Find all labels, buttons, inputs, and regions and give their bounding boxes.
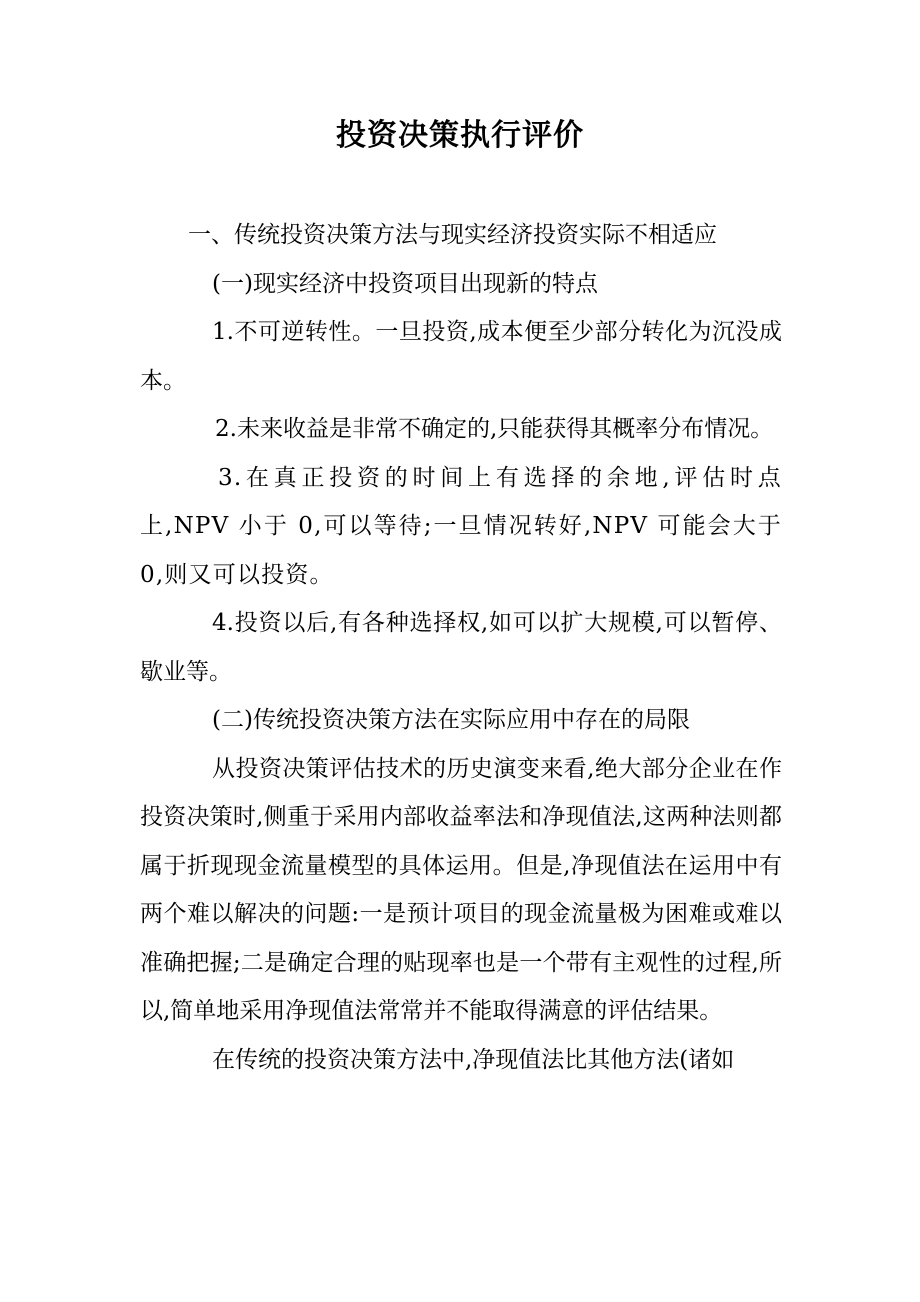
subsection-heading-2: (二)传统投资决策方法在实际应用中存在的局限 bbox=[212, 707, 690, 733]
body-paragraph-2: 在传统的投资决策方法中,净现值法比其他方法(诸如 bbox=[212, 1046, 735, 1073]
document-title: 投资决策执行评价 bbox=[336, 118, 584, 153]
document-body bbox=[140, 211, 782, 1084]
list-item-1: 1.不可逆转性。一旦投资,成本便至少部分转化为沉没成本。 bbox=[140, 319, 782, 394]
list-item-3: 3.在真正投资的时间上有选择的余地,评估时点上,NPV 小于 0,可以等待;一旦情况转好,NPV 可能会大于 0,则又可以投资。 bbox=[140, 464, 782, 588]
list-item-4: 4.投资以后,有各种选择权,如可以扩大规模,可以暂停、歇业等。 bbox=[140, 610, 782, 685]
section-heading-1: 一、传统投资决策方法与现实经济投资实际不相适应 bbox=[188, 222, 717, 248]
list-item-2: 2.未来收益是非常不确定的,只能获得其概率分布情况。 bbox=[215, 416, 774, 442]
subsection-heading-1: (一)现实经济中投资项目出现新的特点 bbox=[212, 270, 598, 297]
body-paragraph-1: 从投资决策评估技术的历史演变来看,绝大部分企业在作投资决策时,侧重于采用内部收益率法和净现值法,这两种法则都属于折现现金流量模型的具体运用。但是,净现值法在运用中有两个难以解决的问题:一是预计项目的现金流量极为困难或难以准确把握;二是确定合理的贴现率也是一个带有主观性的过程,所以,简单地采用净现值法常常并不能取得满意的评估结果。 bbox=[140, 755, 782, 1024]
